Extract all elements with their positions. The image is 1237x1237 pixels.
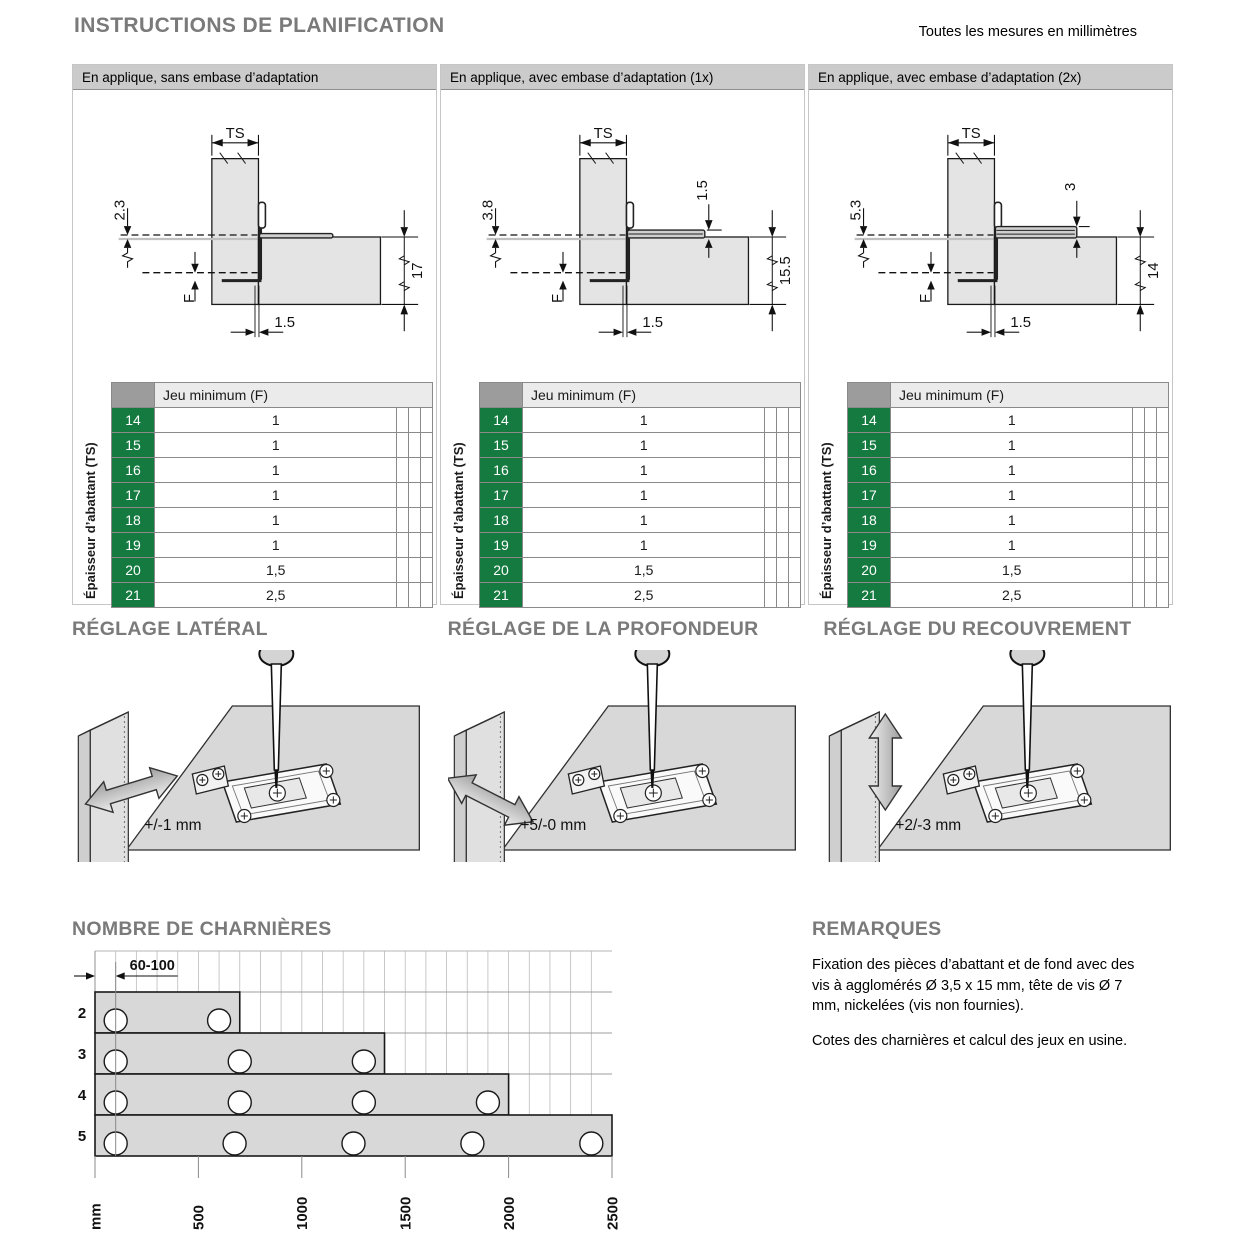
bottom-board <box>258 237 380 304</box>
section-title: RÉGLAGE LATÉRAL <box>72 618 268 640</box>
hinge-count-label: 5 <box>77 1128 87 1145</box>
ts-value-cell: 21 <box>848 583 891 608</box>
gap-value-cell: 1 <box>155 433 397 458</box>
hinge-arm <box>259 234 332 238</box>
empty-cell <box>765 533 777 558</box>
adjustment-range-label: +2/-3 mm <box>895 817 962 834</box>
gap-value-cell: 1 <box>891 433 1133 458</box>
empty-cell <box>409 408 421 433</box>
hinge-position-marker <box>208 1009 231 1032</box>
empty-cell <box>1133 433 1145 458</box>
empty-cell <box>1145 558 1157 583</box>
empty-cell <box>789 483 801 508</box>
ts-value-cell: 19 <box>112 533 155 558</box>
dim-embase-label: 1.5 <box>694 180 711 201</box>
hinge-count-label: 2 <box>77 1005 87 1022</box>
adjustment-range-label: +/-1 mm <box>144 817 202 834</box>
panel-embase-1x <box>440 64 805 605</box>
break-squiggle <box>123 248 133 268</box>
dim-arrow <box>948 139 959 147</box>
hinge-count-label: 3 <box>77 1046 87 1063</box>
gap-value-cell: 1 <box>155 508 397 533</box>
bottom-board <box>994 237 1116 304</box>
empty-cell <box>789 508 801 533</box>
ts-value-cell: 18 <box>848 508 891 533</box>
dim-pivot-label: 1.5 <box>274 315 296 332</box>
dim-arrow <box>86 972 95 979</box>
table-row <box>480 508 801 533</box>
adjustment-lateral <box>72 618 422 862</box>
empty-cell <box>421 458 433 483</box>
table-row <box>848 408 1169 433</box>
gap-value-cell: 2,5 <box>891 583 1133 608</box>
flap-board <box>948 159 995 305</box>
ts-value-cell: 19 <box>480 533 523 558</box>
dim-arrow <box>860 239 868 248</box>
empty-cell <box>789 583 801 608</box>
hinge-count-block <box>72 918 702 1235</box>
dim-arrow <box>982 329 991 336</box>
dim-embase-label: 3 <box>1062 182 1079 192</box>
empty-cell <box>777 433 789 458</box>
empty-cell <box>1145 583 1157 608</box>
table-row <box>480 408 801 433</box>
axis-tick-label: 500 <box>190 1204 208 1230</box>
gap-value-cell: 1 <box>891 508 1133 533</box>
dim-arrow <box>492 239 500 248</box>
hinge-clip <box>994 202 1001 228</box>
ts-value-cell: 20 <box>112 558 155 583</box>
table-row <box>112 508 433 533</box>
empty-cell <box>1145 433 1157 458</box>
dim-arrow <box>614 329 623 336</box>
gap-value-cell: 1,5 <box>523 558 765 583</box>
ts-value-cell: 18 <box>112 508 155 533</box>
ts-value-cell: 17 <box>112 483 155 508</box>
hinge-position-marker <box>228 1050 251 1073</box>
adjustment-illustration <box>823 650 1173 862</box>
dim-arrow <box>246 329 255 336</box>
axis-tick-label: 2000 <box>500 1196 518 1230</box>
table-column-header: Jeu minimum (F) <box>523 383 801 408</box>
ts-value-cell: 18 <box>480 508 523 533</box>
empty-cell <box>1157 433 1169 458</box>
table-corner-cell <box>112 383 155 408</box>
table-row <box>480 433 801 458</box>
ts-value-cell: 15 <box>480 433 523 458</box>
hinge-clip <box>258 202 265 228</box>
chart-title: NOMBRE DE CHARNIÈRES <box>72 918 332 940</box>
dim-arrow <box>559 264 567 273</box>
gap-value-cell: 1 <box>155 533 397 558</box>
empty-cell <box>777 558 789 583</box>
table-corner-cell <box>848 383 891 408</box>
table-column-header: Jeu minimum (F) <box>155 383 433 408</box>
flap-panel-side <box>830 730 842 862</box>
empty-cell <box>421 508 433 533</box>
empty-cell <box>409 458 421 483</box>
empty-cell <box>409 508 421 533</box>
table-row <box>848 483 1169 508</box>
dim-arrow <box>627 329 636 336</box>
empty-cell <box>421 433 433 458</box>
ts-value-cell: 20 <box>848 558 891 583</box>
remarks-title: REMARQUES <box>812 918 942 940</box>
empty-cell <box>765 408 777 433</box>
technical-drawing <box>441 90 804 382</box>
gap-value-cell: 1 <box>523 408 765 433</box>
ts-value-cell: 17 <box>848 483 891 508</box>
gap-value-cell: 1 <box>155 458 397 483</box>
empty-cell <box>1133 458 1145 483</box>
ts-value-cell: 16 <box>112 458 155 483</box>
dim-arrow <box>1136 304 1144 314</box>
ts-value-cell: 14 <box>112 408 155 433</box>
empty-cell <box>777 483 789 508</box>
empty-cell <box>777 408 789 433</box>
remarks <box>812 918 1150 1051</box>
dim-ts-label: TS <box>225 125 245 142</box>
gap-value-cell: 1 <box>891 533 1133 558</box>
dim-gap-label: F <box>182 293 198 304</box>
break-squiggle <box>491 248 501 268</box>
empty-cell <box>421 558 433 583</box>
empty-cell <box>397 508 409 533</box>
empty-cell <box>409 558 421 583</box>
empty-cell <box>397 583 409 608</box>
dim-arrow <box>705 220 713 230</box>
empty-cell <box>1145 408 1157 433</box>
technical-drawing <box>809 90 1172 382</box>
empty-cell <box>409 433 421 458</box>
table-column-header: Jeu minimum (F) <box>891 383 1169 408</box>
dim-door-offset-label: 2.3 <box>112 199 129 221</box>
gap-value-cell: 2,5 <box>523 583 765 608</box>
empty-cell <box>765 458 777 483</box>
table-row <box>848 458 1169 483</box>
empty-cell <box>777 458 789 483</box>
empty-cell <box>1157 508 1169 533</box>
empty-cell <box>421 583 433 608</box>
panel-embase-2x <box>808 64 1173 605</box>
hinge-position-marker <box>342 1132 365 1155</box>
empty-cell <box>1157 458 1169 483</box>
dim-arrow <box>580 139 591 147</box>
table-row <box>480 558 801 583</box>
dim-arrow <box>400 304 408 314</box>
empty-cell <box>421 483 433 508</box>
panel-title: En applique, sans embase d’adaptation <box>73 65 436 90</box>
dim-arrow <box>927 281 935 290</box>
empty-cell <box>789 533 801 558</box>
hinge-position-marker <box>352 1050 375 1073</box>
empty-cell <box>397 533 409 558</box>
flap-bar <box>95 1074 509 1115</box>
ts-value-cell: 15 <box>848 433 891 458</box>
dim-arrow <box>124 226 132 235</box>
gap-table-block <box>73 382 436 604</box>
gap-value-cell: 1 <box>891 408 1133 433</box>
gap-value-cell: 1 <box>523 433 765 458</box>
empty-cell <box>1157 558 1169 583</box>
hinge-position-marker <box>580 1132 603 1155</box>
empty-cell <box>1157 583 1169 608</box>
gap-value-cell: 1,5 <box>155 558 397 583</box>
dim-arrow <box>559 281 567 290</box>
empty-cell <box>1157 533 1169 558</box>
ts-value-cell: 20 <box>480 558 523 583</box>
table-row <box>848 533 1169 558</box>
hinge-position-marker <box>352 1091 375 1114</box>
empty-cell <box>765 433 777 458</box>
ts-value-cell: 21 <box>112 583 155 608</box>
table-row <box>112 583 433 608</box>
gap-value-cell: 1 <box>155 483 397 508</box>
empty-cell <box>777 533 789 558</box>
technical-drawing <box>73 90 436 382</box>
dim-board-thickness-label: 15.5 <box>778 256 795 286</box>
dim-door-offset-label: 3.8 <box>480 199 497 221</box>
empty-cell <box>765 583 777 608</box>
ts-value-cell: 15 <box>112 433 155 458</box>
axis-tick-label: mm <box>87 1203 105 1230</box>
table-row <box>112 483 433 508</box>
dim-arrow <box>191 281 199 290</box>
table-row <box>848 508 1169 533</box>
empty-cell <box>1157 408 1169 433</box>
empty-cell <box>397 483 409 508</box>
dim-arrow <box>768 304 776 314</box>
table-row <box>480 533 801 558</box>
section-title: RÉGLAGE DU RECOUVREMENT <box>823 618 1132 640</box>
empty-cell <box>765 483 777 508</box>
gap-table-block <box>441 382 804 604</box>
empty-cell <box>397 408 409 433</box>
empty-cell <box>1157 483 1169 508</box>
table-row <box>480 483 801 508</box>
gap-value-cell: 1 <box>891 483 1133 508</box>
table-row <box>480 583 801 608</box>
table-row <box>848 583 1169 608</box>
empty-cell <box>421 408 433 433</box>
dim-arrow <box>248 139 259 147</box>
empty-cell <box>1133 483 1145 508</box>
hinge-count-label: 4 <box>77 1087 87 1104</box>
hinge-clip <box>626 202 633 228</box>
dim-board-thickness-label: 17 <box>410 262 427 279</box>
ts-value-cell: 21 <box>480 583 523 608</box>
dim-arrow <box>191 264 199 273</box>
ts-value-cell: 16 <box>848 458 891 483</box>
adjustment-illustration <box>72 650 422 862</box>
units-note: Toutes les mesures en millimètres <box>918 24 1137 40</box>
empty-cell <box>789 408 801 433</box>
empty-cell <box>1133 508 1145 533</box>
hinge-position-marker <box>476 1091 499 1114</box>
table-row <box>112 408 433 433</box>
ts-value-cell: 14 <box>848 408 891 433</box>
gap-table <box>111 382 433 608</box>
flap-board <box>580 159 627 305</box>
ts-value-cell: 14 <box>480 408 523 433</box>
gap-table-block <box>809 382 1172 604</box>
ts-value-cell: 16 <box>480 458 523 483</box>
empty-cell <box>1145 533 1157 558</box>
empty-cell <box>409 533 421 558</box>
table-row <box>480 458 801 483</box>
empty-cell <box>789 458 801 483</box>
dim-arrow <box>1073 217 1081 227</box>
empty-cell <box>1133 408 1145 433</box>
dim-arrow <box>212 139 223 147</box>
dim-arrow <box>995 329 1004 336</box>
dim-arrow <box>860 226 868 235</box>
table-row <box>112 558 433 583</box>
dim-gap-label: F <box>918 293 934 304</box>
ts-value-cell: 17 <box>480 483 523 508</box>
table-row <box>112 533 433 558</box>
dim-ts-label: TS <box>961 125 981 142</box>
planning-panels <box>72 64 1173 605</box>
empty-cell <box>777 508 789 533</box>
gap-value-cell: 1 <box>523 533 765 558</box>
break-squiggle <box>859 248 869 268</box>
gap-table <box>479 382 801 608</box>
dim-arrow <box>984 139 995 147</box>
dim-board-thickness-label: 14 <box>1146 262 1163 279</box>
empty-cell <box>397 458 409 483</box>
empty-cell <box>1133 583 1145 608</box>
empty-cell <box>765 508 777 533</box>
flap-panel-side <box>78 730 90 862</box>
dim-ts-label: TS <box>593 125 613 142</box>
panel-sans-embase <box>72 64 437 605</box>
empty-cell <box>1133 558 1145 583</box>
empty-cell <box>1133 533 1145 558</box>
gap-value-cell: 1,5 <box>891 558 1133 583</box>
ts-value-cell: 19 <box>848 533 891 558</box>
adjustment-section <box>72 618 1173 862</box>
hinge-arm <box>995 227 1076 238</box>
gap-value-cell: 1 <box>891 458 1133 483</box>
panel-title: En applique, avec embase d’adaptation (2x) <box>809 65 1172 90</box>
remark-paragraph: Fixation des pièces d’abattant et de fond avec des vis à agglomérés Ø 3,5 x 15 mm, tête de vis Ø 7 mm, nickelées (vis non fournies). <box>812 957 1135 1015</box>
dim-pivot-label: 1.5 <box>642 315 664 332</box>
empty-cell <box>397 433 409 458</box>
table-row-axis-label: Épaisseur d’abattant (TS) <box>819 442 834 599</box>
page-title: INSTRUCTIONS DE PLANIFICATION <box>74 14 445 37</box>
table-row-axis-label: Épaisseur d’abattant (TS) <box>83 442 98 599</box>
edge-distance-label: 60-100 <box>129 958 175 974</box>
empty-cell <box>765 558 777 583</box>
gap-value-cell: 1 <box>523 508 765 533</box>
empty-cell <box>1145 483 1157 508</box>
dim-arrow <box>124 239 132 248</box>
empty-cell <box>421 533 433 558</box>
hinge-count-chart <box>72 950 632 1235</box>
gap-value-cell: 1 <box>155 408 397 433</box>
dim-arrow <box>400 227 408 237</box>
empty-cell <box>409 483 421 508</box>
empty-cell <box>1145 508 1157 533</box>
axis-tick-label: 1000 <box>294 1196 312 1230</box>
dim-arrow <box>616 139 627 147</box>
dim-arrow <box>492 226 500 235</box>
gap-value-cell: 1 <box>523 483 765 508</box>
hinge-position-marker <box>461 1132 484 1155</box>
axis-tick-label: 2500 <box>604 1196 622 1230</box>
table-corner-cell <box>480 383 523 408</box>
gap-value-cell: 2,5 <box>155 583 397 608</box>
empty-cell <box>777 583 789 608</box>
dim-arrow <box>927 264 935 273</box>
table-row <box>112 433 433 458</box>
hinge-position-marker <box>223 1132 246 1155</box>
empty-cell <box>789 558 801 583</box>
table-row <box>848 433 1169 458</box>
adjustment-depth <box>448 618 798 862</box>
gap-value-cell: 1 <box>523 458 765 483</box>
table-row <box>848 558 1169 583</box>
bottom-board <box>626 237 748 304</box>
dim-arrow <box>259 329 268 336</box>
empty-cell <box>1145 458 1157 483</box>
table-row <box>112 458 433 483</box>
empty-cell <box>409 583 421 608</box>
dim-gap-label: F <box>550 293 566 304</box>
panel-title: En applique, avec embase d’adaptation (1x) <box>441 65 804 90</box>
dim-pivot-label: 1.5 <box>1010 315 1032 332</box>
axis-tick-label: 1500 <box>397 1196 415 1230</box>
flap-board <box>212 159 259 305</box>
remark-paragraph: Cotes des charnières et calcul des jeux en usine. <box>812 1032 1128 1049</box>
hinge-position-marker <box>228 1091 251 1114</box>
adjustment-range-label: +5/-0 mm <box>519 817 586 834</box>
adjustment-illustration <box>448 650 798 862</box>
dim-arrow <box>116 972 125 979</box>
table-row-axis-label: Épaisseur d’abattant (TS) <box>451 442 466 599</box>
dim-arrow <box>768 227 776 237</box>
dim-arrow <box>1136 227 1144 237</box>
adjustment-overlay <box>823 618 1173 862</box>
empty-cell <box>397 558 409 583</box>
gap-table <box>847 382 1169 608</box>
section-title: RÉGLAGE DE LA PROFONDEUR <box>447 618 759 640</box>
dim-door-offset-label: 5.3 <box>848 199 865 221</box>
empty-cell <box>789 433 801 458</box>
